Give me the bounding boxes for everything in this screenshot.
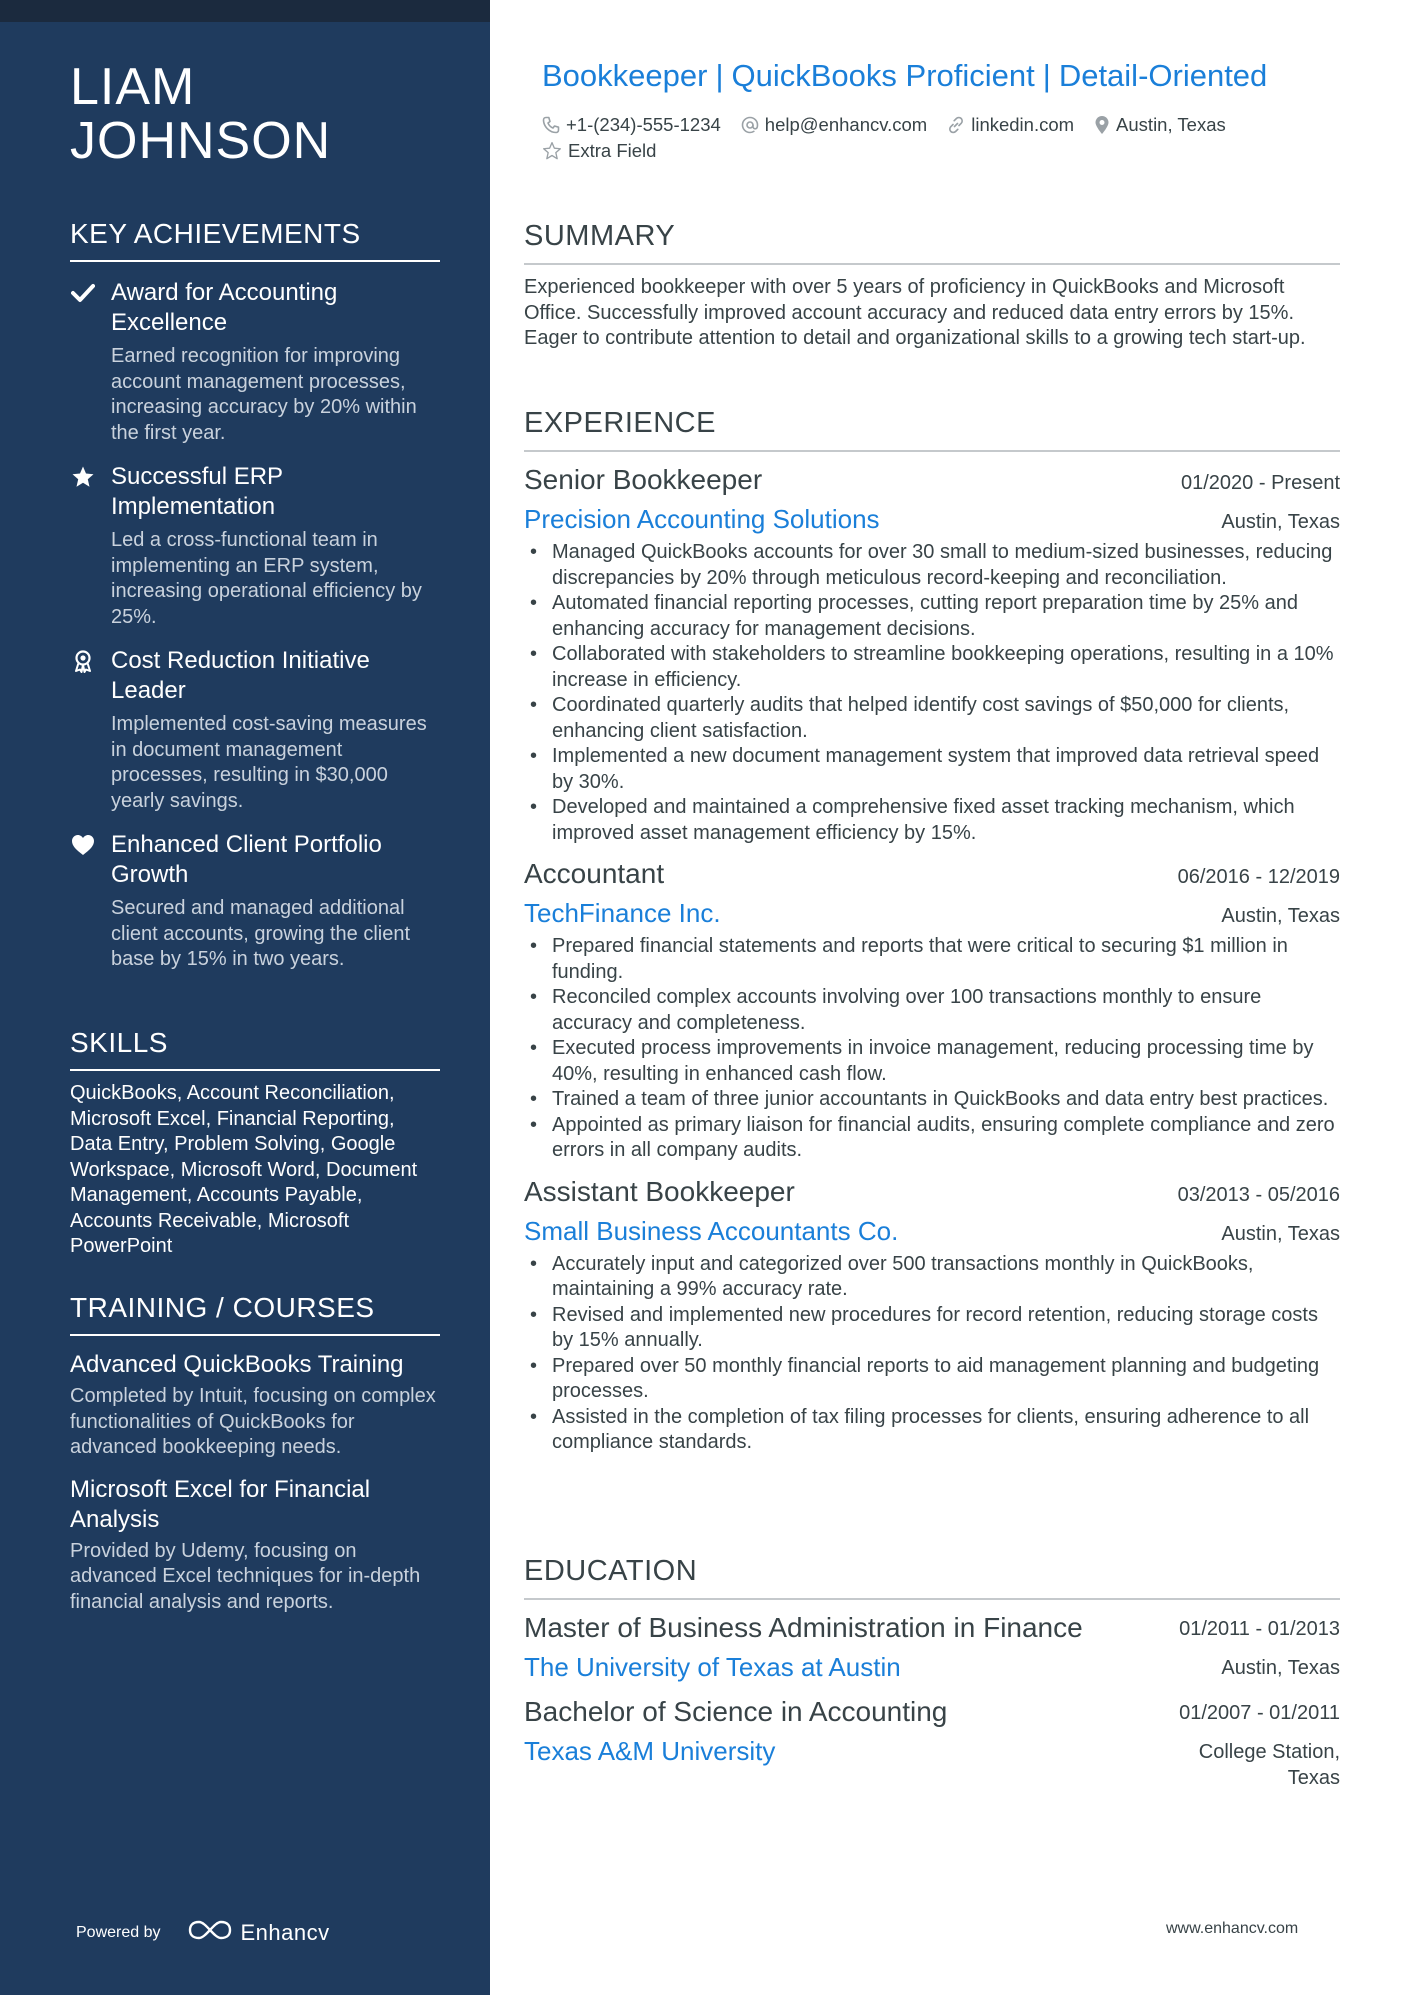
education-location-line: College Station, — [1198, 1741, 1340, 1763]
name-last: JOHNSON — [70, 112, 332, 170]
footer-url[interactable]: www.enhancv.com — [1166, 1920, 1299, 1937]
job-location: Austin, Texas — [1221, 1222, 1340, 1245]
skills-section — [70, 1027, 440, 1260]
job-company[interactable]: Small Business Accountants Co. — [524, 1215, 899, 1246]
contact-phone[interactable] — [542, 114, 721, 136]
course-item — [70, 1475, 440, 1616]
star-outline-icon — [542, 141, 562, 161]
job-bullet: • Collaborated with stakeholders to streamline bookkeeping operations, resulting in a 10% increase in efficiency. — [524, 642, 1340, 693]
education-title: EDUCATION — [524, 1555, 1340, 1600]
enhancv-logo-icon — [187, 1918, 233, 1947]
education-degree: Master of Business Administration in Finance — [524, 1612, 1083, 1643]
achievement-title: Enhanced Client Portfolio Growth — [111, 831, 382, 888]
job-dates: 03/2013 - 05/2016 — [1177, 1183, 1340, 1206]
headline-separator: | — [715, 58, 724, 93]
job-bullets — [524, 540, 1340, 846]
job-bullet: • Coordinated quarterly audits that helped identify cost savings of $50,000 for clients, enhancing client satisfaction. — [524, 693, 1340, 744]
education-dates: 01/2007 - 01/2011 — [1179, 1702, 1340, 1724]
summary-title: SUMMARY — [524, 220, 1340, 265]
key-achievements-title: KEY ACHIEVEMENTS — [70, 218, 440, 262]
contact-location — [1094, 114, 1226, 136]
phone-number: +1-(234)-555-1234 — [566, 114, 721, 135]
job-bullet: • Prepared financial statements and reports that were critical to securing $1 million in funding. — [524, 934, 1340, 985]
headline-part: Detail-Oriented — [1058, 58, 1268, 93]
education-school[interactable]: The University of Texas at Austin — [524, 1652, 901, 1682]
headline — [542, 58, 1267, 94]
training-section — [70, 1292, 440, 1615]
skills-title: SKILLS — [70, 1027, 440, 1071]
sidebar — [0, 0, 490, 1995]
job-bullet: • Accurately input and categorized over 500 transactions monthly in QuickBooks, maintaining a 99% accuracy rate. — [524, 1252, 1340, 1303]
location-text: Austin, Texas — [1116, 114, 1226, 135]
job-bullet: • Automated financial reporting processes, cutting report preparation time by 25% and enhancing accuracy for management decisions. — [524, 591, 1340, 642]
headline-part: QuickBooks Proficient — [731, 58, 1035, 93]
course-item — [70, 1350, 440, 1461]
heart-icon — [70, 832, 96, 858]
education-section — [524, 1555, 1340, 1791]
job-bullet: • Executed process improvements in invoice management, reducing processing time by 40%, resulting in enhanced cash flow. — [524, 1036, 1340, 1087]
powered-by — [76, 1918, 330, 1947]
education-degree: Bachelor of Science in Accounting — [524, 1696, 948, 1727]
course-title: Advanced QuickBooks Training — [70, 1351, 404, 1378]
achievement-description: Secured and managed additional client accounts, growing the client base by 15% in two years. — [111, 897, 411, 970]
award-ribbon-icon — [70, 648, 96, 674]
contact-info — [542, 112, 1362, 164]
course-description: Completed by Intuit, focusing on complex functionalities of QuickBooks for advanced bookkeeping needs. — [70, 1385, 436, 1458]
achievement-title: Award for Accounting Excellence — [111, 279, 338, 336]
contact-extra — [542, 140, 656, 162]
powered-by-label: Powered by — [76, 1923, 161, 1941]
job-location: Austin, Texas — [1221, 905, 1340, 927]
job-entry — [524, 462, 1340, 846]
name-first: LIAM — [70, 58, 196, 116]
job-role: Assistant Bookkeeper — [524, 1175, 795, 1207]
job-bullet: • Developed and maintained a comprehensive fixed asset tracking mechanism, which improved asset management efficiency by 15%. — [524, 795, 1340, 846]
job-bullets — [524, 934, 1340, 1164]
main-content — [490, 0, 1410, 1995]
education-entry — [524, 1610, 1340, 1684]
course-title: Microsoft Excel for Financial Analysis — [70, 1475, 371, 1533]
education-entry — [524, 1694, 1340, 1791]
headline-part: Bookkeeper — [542, 58, 708, 93]
achievement-item — [70, 646, 440, 814]
education-location-line: Texas — [1287, 1766, 1340, 1789]
enhancv-logo[interactable] — [187, 1918, 330, 1947]
achievement-description: Implemented cost-saving measures in document management processes, resulting in $30,000 yearly savings. — [111, 713, 427, 812]
job-bullet: • Appointed as primary liaison for financial audits, ensuring complete compliance and zero errors in all company audits. — [524, 1113, 1340, 1164]
contact-website[interactable] — [947, 114, 1074, 136]
key-achievements-section — [70, 218, 440, 973]
email-address: help@enhancv.com — [764, 114, 928, 135]
sidebar-top-band — [0, 0, 490, 22]
checkmark-icon — [70, 280, 96, 306]
headline-separator: | — [1042, 58, 1051, 93]
link-icon — [947, 116, 965, 134]
job-company[interactable]: TechFinance Inc. — [524, 898, 721, 928]
achievement-item — [70, 830, 440, 973]
achievement-item — [70, 462, 440, 630]
skills-list: QuickBooks, Account Reconciliation, Microsoft Excel, Financial Reporting, Data Entry, Problem Solving, Google Workspace, Microsoft Word, Document Management, Accounts Payable, Accounts Receivable, Microsoft PowerPoint — [70, 1082, 418, 1257]
job-bullet: • Assisted in the completion of tax filing processes for clients, ensuring adherence to all compliance standards. — [524, 1405, 1340, 1456]
job-bullets — [524, 1252, 1340, 1456]
job-bullet: • Trained a team of three junior accountants in QuickBooks and data entry best practices. — [524, 1087, 1340, 1113]
contact-email[interactable] — [741, 114, 927, 136]
course-description: Provided by Udemy, focusing on advanced Excel techniques for in-depth financial analysis and reports. — [70, 1539, 421, 1613]
website-url: linkedin.com — [971, 114, 1075, 135]
education-school[interactable]: Texas A&M University — [524, 1736, 776, 1766]
education-location — [1199, 1740, 1340, 1791]
achievement-title: Successful ERP Implementation — [111, 463, 283, 520]
job-location: Austin, Texas — [1221, 511, 1340, 533]
star-icon — [70, 464, 96, 490]
achievement-title: Cost Reduction Initiative Leader — [111, 647, 370, 704]
training-title: TRAINING / COURSES — [70, 1292, 440, 1336]
achievement-description: Earned recognition for improving account management processes, increasing accuracy by 20% within the first year. — [111, 345, 417, 444]
job-bullet: • Managed QuickBooks accounts for over 30 small to medium-sized businesses, reducing discrepancies by 20% through meticulous record-keeping and reconciliation. — [524, 540, 1340, 591]
education-location — [1221, 1656, 1340, 1682]
education-location-line: Austin, Texas — [1221, 1657, 1340, 1679]
at-sign-icon — [741, 116, 759, 134]
job-company[interactable]: Precision Accounting Solutions — [524, 504, 880, 534]
education-dates: 01/2011 - 01/2013 — [1179, 1618, 1340, 1640]
job-entry — [524, 856, 1340, 1164]
job-role: Accountant — [524, 858, 665, 889]
phone-icon — [542, 116, 560, 134]
job-dates: 01/2020 - Present — [1181, 472, 1340, 494]
extra-field: Extra Field — [568, 140, 657, 161]
job-bullet: • Revised and implemented new procedures for record retention, reducing storage costs by 15% annually. — [524, 1303, 1340, 1354]
candidate-name — [70, 60, 450, 168]
job-bullet: • Reconciled complex accounts involving over 100 transactions monthly to ensure accuracy and completeness. — [524, 985, 1340, 1036]
achievement-item — [70, 278, 440, 446]
enhancv-brand-name: Enhancv — [240, 1919, 330, 1945]
job-bullet: • Implemented a new document management system that improved data retrieval speed by 30%. — [524, 744, 1340, 795]
experience-title: EXPERIENCE — [524, 407, 1340, 452]
experience-section — [524, 407, 1340, 1456]
summary-section — [524, 220, 1340, 352]
location-pin-icon — [1094, 115, 1110, 135]
job-role: Senior Bookkeeper — [524, 464, 763, 495]
job-bullet: • Prepared over 50 monthly financial reports to aid management planning and budgeting processes. — [524, 1354, 1340, 1405]
job-dates: 06/2016 - 12/2019 — [1177, 866, 1340, 888]
summary-text: Experienced bookkeeper with over 5 years of proficiency in QuickBooks and Microsoft Office. Successfully improved account accuracy and reduced data entry errors by 15%. Eager to contribute attention to detail and organizational skills to a growing tech start-up. — [524, 276, 1306, 349]
achievement-description: Led a cross-functional team in implementing an ERP system, increasing operational efficiency by 25%. — [111, 529, 422, 628]
job-entry — [524, 1174, 1340, 1456]
